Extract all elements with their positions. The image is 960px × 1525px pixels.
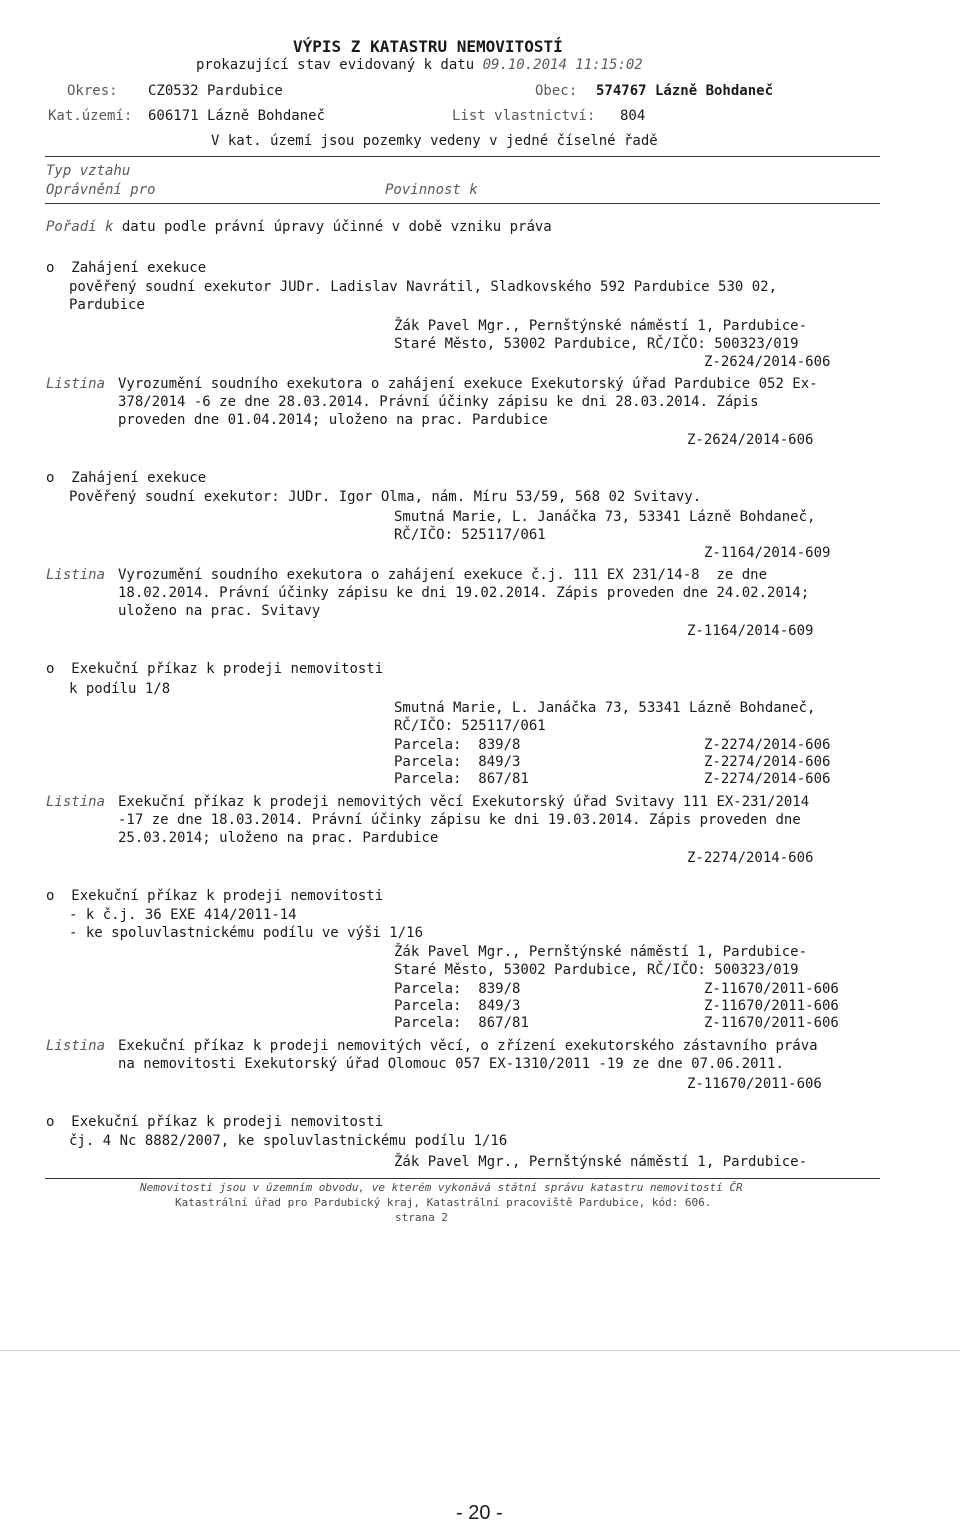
- entry-4-party2: Staré Město, 53002 Pardubice, RČ/IČO: 500323/019: [394, 962, 799, 978]
- parcel-ref: Z-11670/2011-606: [704, 998, 839, 1014]
- page-edge: [0, 1350, 960, 1351]
- poradi-line: Pořadí k datu podle právní úpravy účinné v době vzniku práva: [46, 219, 552, 235]
- entry-4-listina1: Exekuční příkaz k prodeji nemovitých věcí, o zřízení exekutorského zástavního práva: [118, 1038, 818, 1054]
- parcel-ref: Z-2274/2014-606: [704, 771, 831, 787]
- entry-2-listina-label: Listina: [46, 567, 106, 583]
- parcel-ref: Z-11670/2011-606: [704, 1015, 839, 1031]
- entry-1-ref2: Z-2624/2014-606: [687, 432, 814, 448]
- parcel-row: Parcela: 839/8: [394, 981, 521, 997]
- footer-divider: [45, 1178, 880, 1179]
- entry-4-title: o Exekuční příkaz k prodeji nemovitosti: [46, 888, 384, 904]
- footer-line2: Katastrální úřad pro Pardubický kraj, Katastrální pracoviště Pardubice, kód: 606.: [175, 1196, 712, 1209]
- entry-2-listina3: uloženo na prac. Svitavy: [118, 603, 321, 619]
- page-number: - 20 -: [456, 1502, 503, 1524]
- entry-2-title: o Zahájení exekuce: [46, 470, 207, 486]
- entry-5-line1: čj. 4 Nc 8882/2007, ke spoluvlastnickému podílu 1/16: [69, 1133, 508, 1149]
- entry-3-ref2: Z-2274/2014-606: [687, 850, 814, 866]
- lv-value: 804: [620, 108, 646, 124]
- entry-4-line1: - k č.j. 36 EXE 414/2011-14: [69, 907, 297, 923]
- entry-1-listina-label: Listina: [46, 376, 106, 392]
- parcel-row: Parcela: 839/8: [394, 737, 521, 753]
- entry-3-listina1: Exekuční příkaz k prodeji nemovitých věcí Exekutorský úřad Svitavy 111 EX-231/2014: [118, 794, 810, 810]
- entry-3-title: o Exekuční příkaz k prodeji nemovitosti: [46, 661, 384, 677]
- entry-2-ref1: Z-1164/2014-609: [704, 545, 831, 561]
- entry-5-party1: Žák Pavel Mgr., Pernštýnské náměstí 1, Pardubice-: [394, 1154, 808, 1170]
- document-subtitle: prokazující stav evidovaný k datu 09.10.2014 11:15:02: [196, 57, 643, 73]
- document-title: VÝPIS Z KATASTRU NEMOVITOSTÍ: [293, 37, 563, 56]
- entry-5-title: o Exekuční příkaz k prodeji nemovitosti: [46, 1114, 384, 1130]
- entry-2-listina2: 18.02.2014. Právní účinky zápisu ke dni 19.02.2014. Zápis proveden dne 24.02.2014;: [118, 585, 810, 601]
- okres-value: CZ0532 Pardubice: [148, 83, 283, 99]
- entry-4-line2: - ke spoluvlastnickému podílu ve výši 1/16: [69, 925, 424, 941]
- entry-1-listina3: proveden dne 01.04.2014; uloženo na prac. Pardubice: [118, 412, 548, 428]
- entry-3-listina3: 25.03.2014; uloženo na prac. Pardubice: [118, 830, 439, 846]
- entry-4-listina-label: Listina: [46, 1038, 106, 1054]
- entry-2-listina1: Vyrozumění soudního exekutora o zahájení exekuce č.j. 111 EX 231/14-8 ze dne: [118, 567, 768, 583]
- entry-2-party1: Smutná Marie, L. Janáčka 73, 53341 Lázně Bohdaneč,: [394, 509, 816, 525]
- column-povinnost-k: Povinnost k: [385, 182, 478, 198]
- entry-1-line1: pověřený soudní exekutor JUDr. Ladislav Navrátil, Sladkovského 592 Pardubice 530 02,: [69, 279, 778, 295]
- okres-label: Okres:: [67, 83, 118, 99]
- entry-3-listina-label: Listina: [46, 794, 106, 810]
- entry-1-title: o Zahájení exekuce: [46, 260, 207, 276]
- entry-2-party2: RČ/IČO: 525117/061: [394, 527, 546, 543]
- parcel-row: Parcela: 867/81: [394, 771, 529, 787]
- entry-3-listina2: -17 ze dne 18.03.2014. Právní účinky zápisu ke dni 19.03.2014. Zápis proveden dne: [118, 812, 801, 828]
- divider: [45, 156, 880, 157]
- katuzemi-value: 606171 Lázně Bohdaneč: [148, 108, 326, 124]
- entry-1-party1: Žák Pavel Mgr., Pernštýnské náměstí 1, Pardubice-: [394, 318, 808, 334]
- entry-3-party2: RČ/IČO: 525117/061: [394, 718, 546, 734]
- entry-3-line1: k podílu 1/8: [69, 681, 171, 697]
- header-note: V kat. území jsou pozemky vedeny v jedné číselné řadě: [211, 133, 658, 149]
- footer-page-label: strana 2: [395, 1211, 448, 1224]
- obec-label: Obec:: [535, 83, 578, 99]
- entry-4-party1: Žák Pavel Mgr., Pernštýnské náměstí 1, Pardubice-: [394, 944, 808, 960]
- entry-2-ref2: Z-1164/2014-609: [687, 623, 814, 639]
- parcel-row: Parcela: 849/3: [394, 754, 521, 770]
- entry-1-listina2: 378/2014 -6 ze dne 28.03.2014. Právní účinky zápisu ke dni 28.03.2014. Zápis: [118, 394, 759, 410]
- divider: [45, 203, 880, 204]
- entry-1-party2: Staré Město, 53002 Pardubice, RČ/IČO: 500323/019: [394, 336, 799, 352]
- footer-line1: Nemovitosti jsou v územním obvodu, ve kterém vykonává státní správu katastru nemovitostí ČR: [140, 1181, 743, 1194]
- entry-3-party1: Smutná Marie, L. Janáčka 73, 53341 Lázně Bohdaneč,: [394, 700, 816, 716]
- parcel-ref: Z-2274/2014-606: [704, 737, 831, 753]
- parcel-row: Parcela: 849/3: [394, 998, 521, 1014]
- entry-4-listina2: na nemovitosti Exekutorský úřad Olomouc 057 EX-1310/2011 -19 ze dne 07.06.2011.: [118, 1056, 784, 1072]
- column-typ-vztahu: Typ vztahu: [46, 163, 131, 179]
- entry-2-line1: Pověřený soudní exekutor: JUDr. Igor Olma, nám. Míru 53/59, 568 02 Svitavy.: [69, 489, 702, 505]
- parcel-ref: Z-2274/2014-606: [704, 754, 831, 770]
- lv-label: List vlastnictví:: [452, 108, 596, 124]
- extract-date: 09.10.2014 11:15:02: [482, 57, 643, 73]
- parcel-ref: Z-11670/2011-606: [704, 981, 839, 997]
- parcel-row: Parcela: 867/81: [394, 1015, 529, 1031]
- katuzemi-label: Kat.území:: [48, 108, 133, 124]
- column-opravneni-pro: Oprávnění pro: [46, 182, 156, 198]
- entry-1-ref1: Z-2624/2014-606: [704, 354, 831, 370]
- entry-1-line2: Pardubice: [69, 297, 145, 313]
- obec-value: 574767 Lázně Bohdaneč: [596, 83, 774, 99]
- entry-1-listina1: Vyrozumění soudního exekutora o zahájení exekuce Exekutorský úřad Pardubice 052 Ex-: [118, 376, 818, 392]
- entry-4-ref2: Z-11670/2011-606: [687, 1076, 822, 1092]
